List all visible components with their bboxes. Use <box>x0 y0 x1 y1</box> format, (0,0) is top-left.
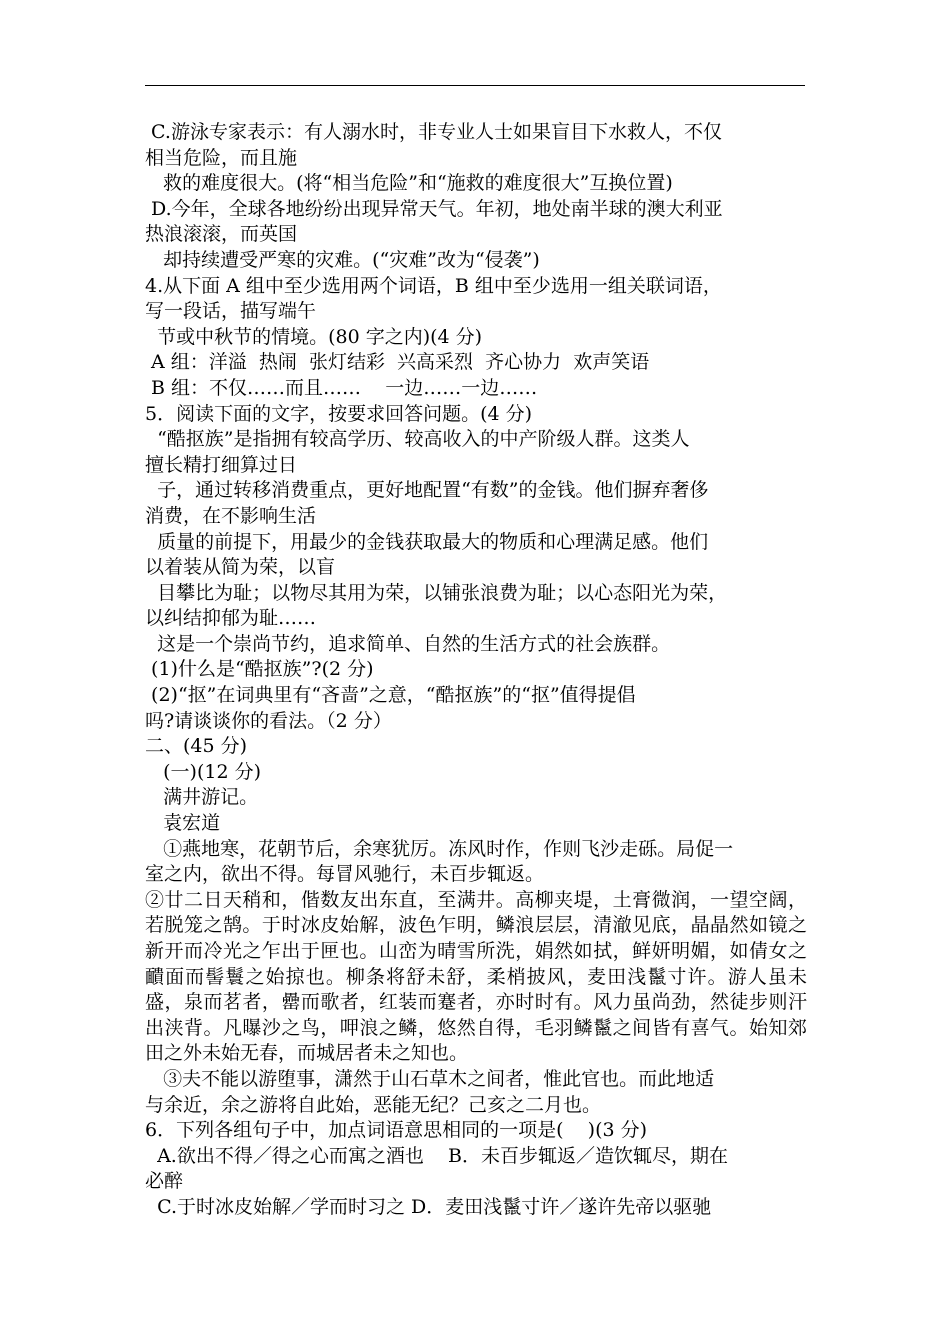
passage-author: 袁宏道 <box>145 812 221 835</box>
q5-passage-line7: 目攀比为耻；以物尽其用为荣，以铺张浪费为耻；以心态阳光为荣， <box>145 581 728 604</box>
section-2-part-1: (一)(12 分) <box>145 760 261 783</box>
q3-option-d-line2: 热浪滚滚，而英国 <box>145 223 298 246</box>
passage-para2: ②廿二日天稍和，偕数友出东直，至满井。高柳夹堤，土膏微润，一望空阔，若脱笼之鹄。于时冰皮始解，波色乍明，鳞浪层层，清澈见底，晶晶然如镜之新开而冷光之乍出于匣也。山峦为晴雪所洗，娟然如拭，鲜妍明媚，如倩女之靧面而髻鬟之始掠也。柳条将舒未舒，柔梢披风，麦田浅鬣寸许。游人虽未盛，泉而茗者，罍而歌者，红装而蹇者，亦时时有。风力虽尚劲，然徒步则汗出浃背。凡曝沙之鸟，呷浪之鳞，悠然自得，毛羽鳞鬣之间皆有喜气。始知郊田之外未始无春，而城居者未之知也。 <box>145 888 807 1065</box>
q3-option-c-line3: 救的难度很大。(将“相当危险”和“施救的难度很大”互换位置) <box>145 172 673 195</box>
q5-passage-line8: 以纠结抑郁为耻…… <box>145 607 317 630</box>
q5-passage-line2: 擅长精打细算过日 <box>145 453 298 476</box>
q5-sub-question-2-line2: 吗?请谈谈你的看法。（2 分） <box>145 709 392 732</box>
header-rule <box>145 85 805 86</box>
q5-passage-line3: 子，通过转移消费重点，更好地配置“有数”的金钱。他们摒弃奢侈 <box>145 479 709 502</box>
q3-option-c-line1: C.游泳专家表示：有人溺水时，非专业人士如果盲目下水救人，不仅 <box>145 121 722 143</box>
q4-stem-line2: 写一段话，描写端午 <box>145 300 317 323</box>
q5-title: 5．阅读下面的文字，按要求回答问题。(4 分) <box>145 402 533 425</box>
q5-passage-line6: 以着装从简为荣，以盲 <box>145 556 336 579</box>
q3-option-c-line2: 相当危险，而且施 <box>145 146 298 169</box>
passage-para1-line1: ①燕地寒，花朝节后，余寒犹厉。冻风时作，作则飞沙走砾。局促一 <box>145 837 734 860</box>
q3-option-d-line1: D.今年，全球各地纷纷出现异常天气。年初，地处南半球的澳大利亚 <box>145 197 723 220</box>
passage-para1-line2: 室之内，欲出不得。每冒风驰行，未百步辄返。 <box>145 863 545 886</box>
passage-title: 满井游记。 <box>145 786 259 809</box>
document-body <box>145 120 807 1221</box>
q3-option-d-line3: 却持续遭受严寒的灾难。(“灾难”改为“侵袭”) <box>145 248 540 271</box>
q4-group-a: A 组：洋溢 热闹 张灯结彩 兴高采烈 齐心协力 欢声笑语 <box>145 351 650 374</box>
passage-para3-line2: 与余近，余之游将自此始，恶能无纪？己亥之二月也。 <box>145 1093 602 1116</box>
q5-passage-line1: “酷抠族”是指拥有较高学历、较高收入的中产阶级人群。这类人 <box>145 428 690 451</box>
q6-options-cd: C.于时冰皮始解／学而时习之 D．麦田浅鬣寸许／遂许先帝以驱驰 <box>145 1195 712 1218</box>
q4-stem-line1: 4.从下面 A 组中至少选用两个词语，B 组中至少选用一组关联词语， <box>145 274 722 297</box>
section-2-heading: 二、(45 分) <box>145 735 248 758</box>
q5-sub-question-2-line1: (2)“抠”在词典里有“吝啬”之意，“酷抠族”的“抠”值得提倡 <box>145 684 636 707</box>
q5-passage-line4: 消费，在不影响生活 <box>145 504 317 527</box>
q5-passage-line5: 质量的前提下，用最少的金钱获取最大的物质和心理满足感。他们 <box>145 530 709 553</box>
q5-sub-question-1: (1)什么是“酷抠族”?(2 分) <box>145 658 374 681</box>
q4-group-b: B 组：不仅……而且…… 一边……一边…… <box>145 376 538 399</box>
q6-options-ab-line1: A.欲出不得／得之心而寓之酒也 B．未百步辄返／造饮辄尽，期在 <box>145 1144 728 1167</box>
q6-stem: 6．下列各组句子中，加点词语意思相同的一项是( )(3 分) <box>145 1119 648 1142</box>
q5-passage-line9: 这是一个崇尚节约，追求简单、自然的生活方式的社会族群。 <box>145 632 671 655</box>
q6-options-ab-line2: 必醉 <box>145 1170 184 1193</box>
q4-stem-line3: 节或中秋节的情境。(80 字之内)(4 分) <box>145 325 483 348</box>
passage-para3-line1: ③夫不能以游堕事，潇然于山石草木之间者，惟此官也。而此地适 <box>145 1067 715 1090</box>
